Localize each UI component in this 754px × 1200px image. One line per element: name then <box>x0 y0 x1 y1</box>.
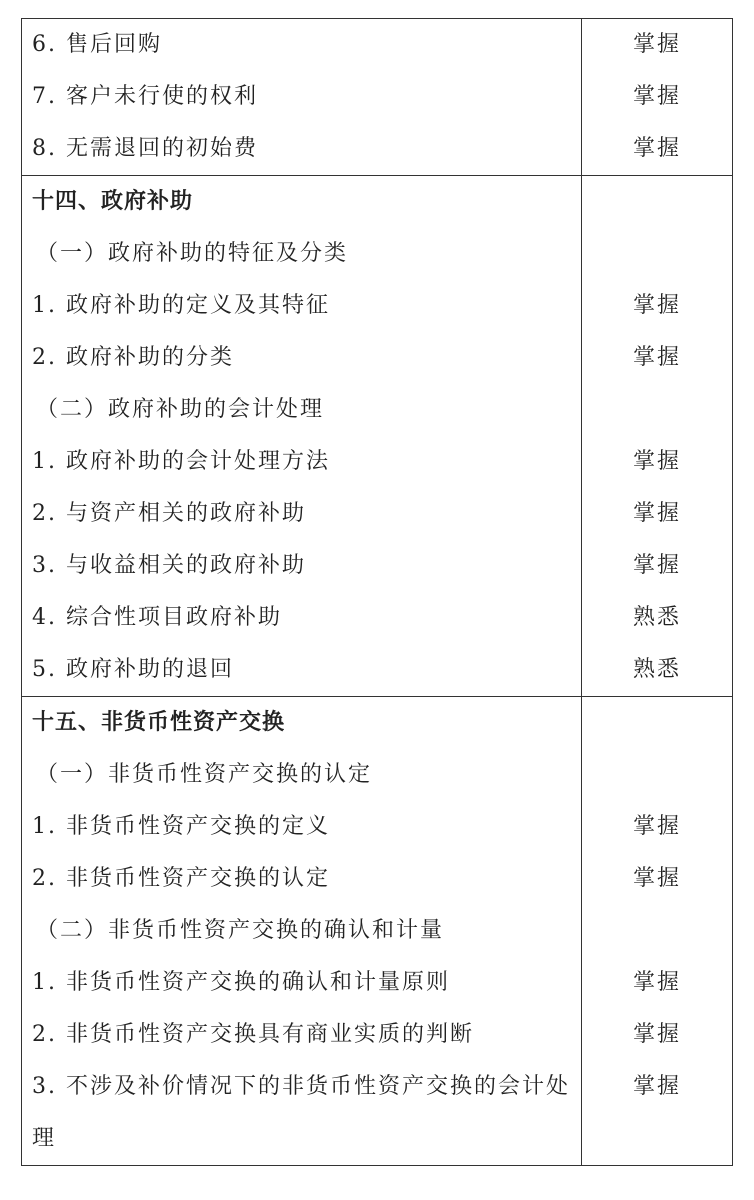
topic-cell <box>22 280 582 332</box>
table-row <box>22 123 733 176</box>
topic-text: 8. 无需退回的初始费 <box>32 136 258 161</box>
syllabus-group-government-grants <box>22 176 733 697</box>
topic-cell <box>22 905 582 957</box>
topic-cell <box>22 644 582 697</box>
syllabus-group-revenue-continued <box>22 19 733 176</box>
level-cell <box>582 592 733 644</box>
topic-cell <box>22 123 582 176</box>
topic-cell <box>22 801 582 853</box>
level-cell <box>582 19 733 72</box>
topic-cell <box>22 957 582 1009</box>
topic-text: 4. 综合性项目政府补助 <box>32 605 282 630</box>
topic-text: 2. 政府补助的分类 <box>32 345 234 370</box>
table-row <box>22 19 733 72</box>
topic-cell <box>22 749 582 801</box>
level-cell <box>582 71 733 123</box>
topic-cell <box>22 436 582 488</box>
table-row <box>22 488 733 540</box>
level-cell <box>582 384 733 436</box>
level-cell <box>582 644 733 697</box>
level-cell <box>582 853 733 905</box>
level-cell <box>582 228 733 280</box>
level-cell <box>582 1009 733 1061</box>
topic-cell <box>22 488 582 540</box>
table-row <box>22 592 733 644</box>
subsection-row <box>22 905 733 957</box>
subsection-title: （二）政府补助的会计处理 <box>36 397 325 422</box>
level-cell <box>582 176 733 229</box>
topic-cell <box>22 332 582 384</box>
topic-cell <box>22 1061 582 1166</box>
mastery-level: 掌握 <box>632 553 681 578</box>
level-cell <box>582 957 733 1009</box>
mastery-level: 掌握 <box>632 814 681 839</box>
mastery-level: 掌握 <box>632 1074 681 1099</box>
section-title: 十五、非货币性资产交换 <box>32 710 286 735</box>
topic-text: 6. 售后回购 <box>32 32 162 57</box>
topic-cell <box>22 592 582 644</box>
table-row <box>22 801 733 853</box>
topic-cell <box>22 384 582 436</box>
syllabus-group-nonmonetary-exchange <box>22 697 733 1166</box>
table-row <box>22 1061 733 1166</box>
section-title: 十四、政府补助 <box>32 189 194 214</box>
subsection-title: （一）政府补助的特征及分类 <box>36 241 349 266</box>
mastery-level: 掌握 <box>632 84 681 109</box>
syllabus-document <box>21 18 732 1166</box>
topic-text: 5. 政府补助的退回 <box>32 657 234 682</box>
table-row <box>22 957 733 1009</box>
mastery-level: 掌握 <box>632 1022 681 1047</box>
table-row <box>22 644 733 697</box>
level-cell <box>582 123 733 176</box>
topic-cell <box>22 853 582 905</box>
level-cell <box>582 280 733 332</box>
mastery-level: 掌握 <box>632 970 681 995</box>
topic-cell <box>22 19 582 72</box>
topic-text: 1. 政府补助的定义及其特征 <box>32 293 330 318</box>
mastery-level: 掌握 <box>632 449 681 474</box>
level-cell <box>582 436 733 488</box>
level-cell <box>582 332 733 384</box>
mastery-level: 掌握 <box>632 345 681 370</box>
topic-cell <box>22 71 582 123</box>
topic-cell <box>22 1009 582 1061</box>
syllabus-table <box>21 18 733 1166</box>
table-row <box>22 853 733 905</box>
table-row <box>22 540 733 592</box>
table-row <box>22 332 733 384</box>
level-cell <box>582 488 733 540</box>
mastery-level: 掌握 <box>632 501 681 526</box>
level-cell <box>582 749 733 801</box>
table-row <box>22 436 733 488</box>
topic-cell <box>22 176 582 229</box>
mastery-level: 掌握 <box>632 136 681 161</box>
topic-text: 3. 与收益相关的政府补助 <box>32 553 306 578</box>
topic-text: 1. 非货币性资产交换的定义 <box>32 814 330 839</box>
topic-text: 3. 不涉及补价情况下的非货币性资产交换的会计处理 <box>32 1074 570 1151</box>
topic-text: 1. 政府补助的会计处理方法 <box>32 449 330 474</box>
topic-text: 2. 非货币性资产交换具有商业实质的判断 <box>32 1022 474 1047</box>
topic-text: 2. 非货币性资产交换的认定 <box>32 866 330 891</box>
topic-cell <box>22 540 582 592</box>
subsection-title: （二）非货币性资产交换的确认和计量 <box>36 918 445 943</box>
subsection-row <box>22 228 733 280</box>
mastery-level: 熟悉 <box>632 605 681 630</box>
section-heading-row <box>22 176 733 229</box>
mastery-level: 掌握 <box>632 293 681 318</box>
level-cell <box>582 801 733 853</box>
mastery-level: 掌握 <box>632 866 681 891</box>
section-heading-row <box>22 697 733 750</box>
topic-text: 2. 与资产相关的政府补助 <box>32 501 306 526</box>
level-cell <box>582 905 733 957</box>
table-row <box>22 1009 733 1061</box>
subsection-row <box>22 749 733 801</box>
level-cell <box>582 697 733 750</box>
topic-text: 7. 客户未行使的权利 <box>32 84 258 109</box>
subsection-row <box>22 384 733 436</box>
subsection-title: （一）非货币性资产交换的认定 <box>36 762 373 787</box>
level-cell <box>582 1061 733 1166</box>
level-cell <box>582 540 733 592</box>
topic-text: 1. 非货币性资产交换的确认和计量原则 <box>32 970 450 995</box>
topic-cell <box>22 228 582 280</box>
mastery-level: 熟悉 <box>632 657 681 682</box>
table-row <box>22 280 733 332</box>
table-row <box>22 71 733 123</box>
mastery-level: 掌握 <box>632 32 681 57</box>
topic-cell <box>22 697 582 750</box>
